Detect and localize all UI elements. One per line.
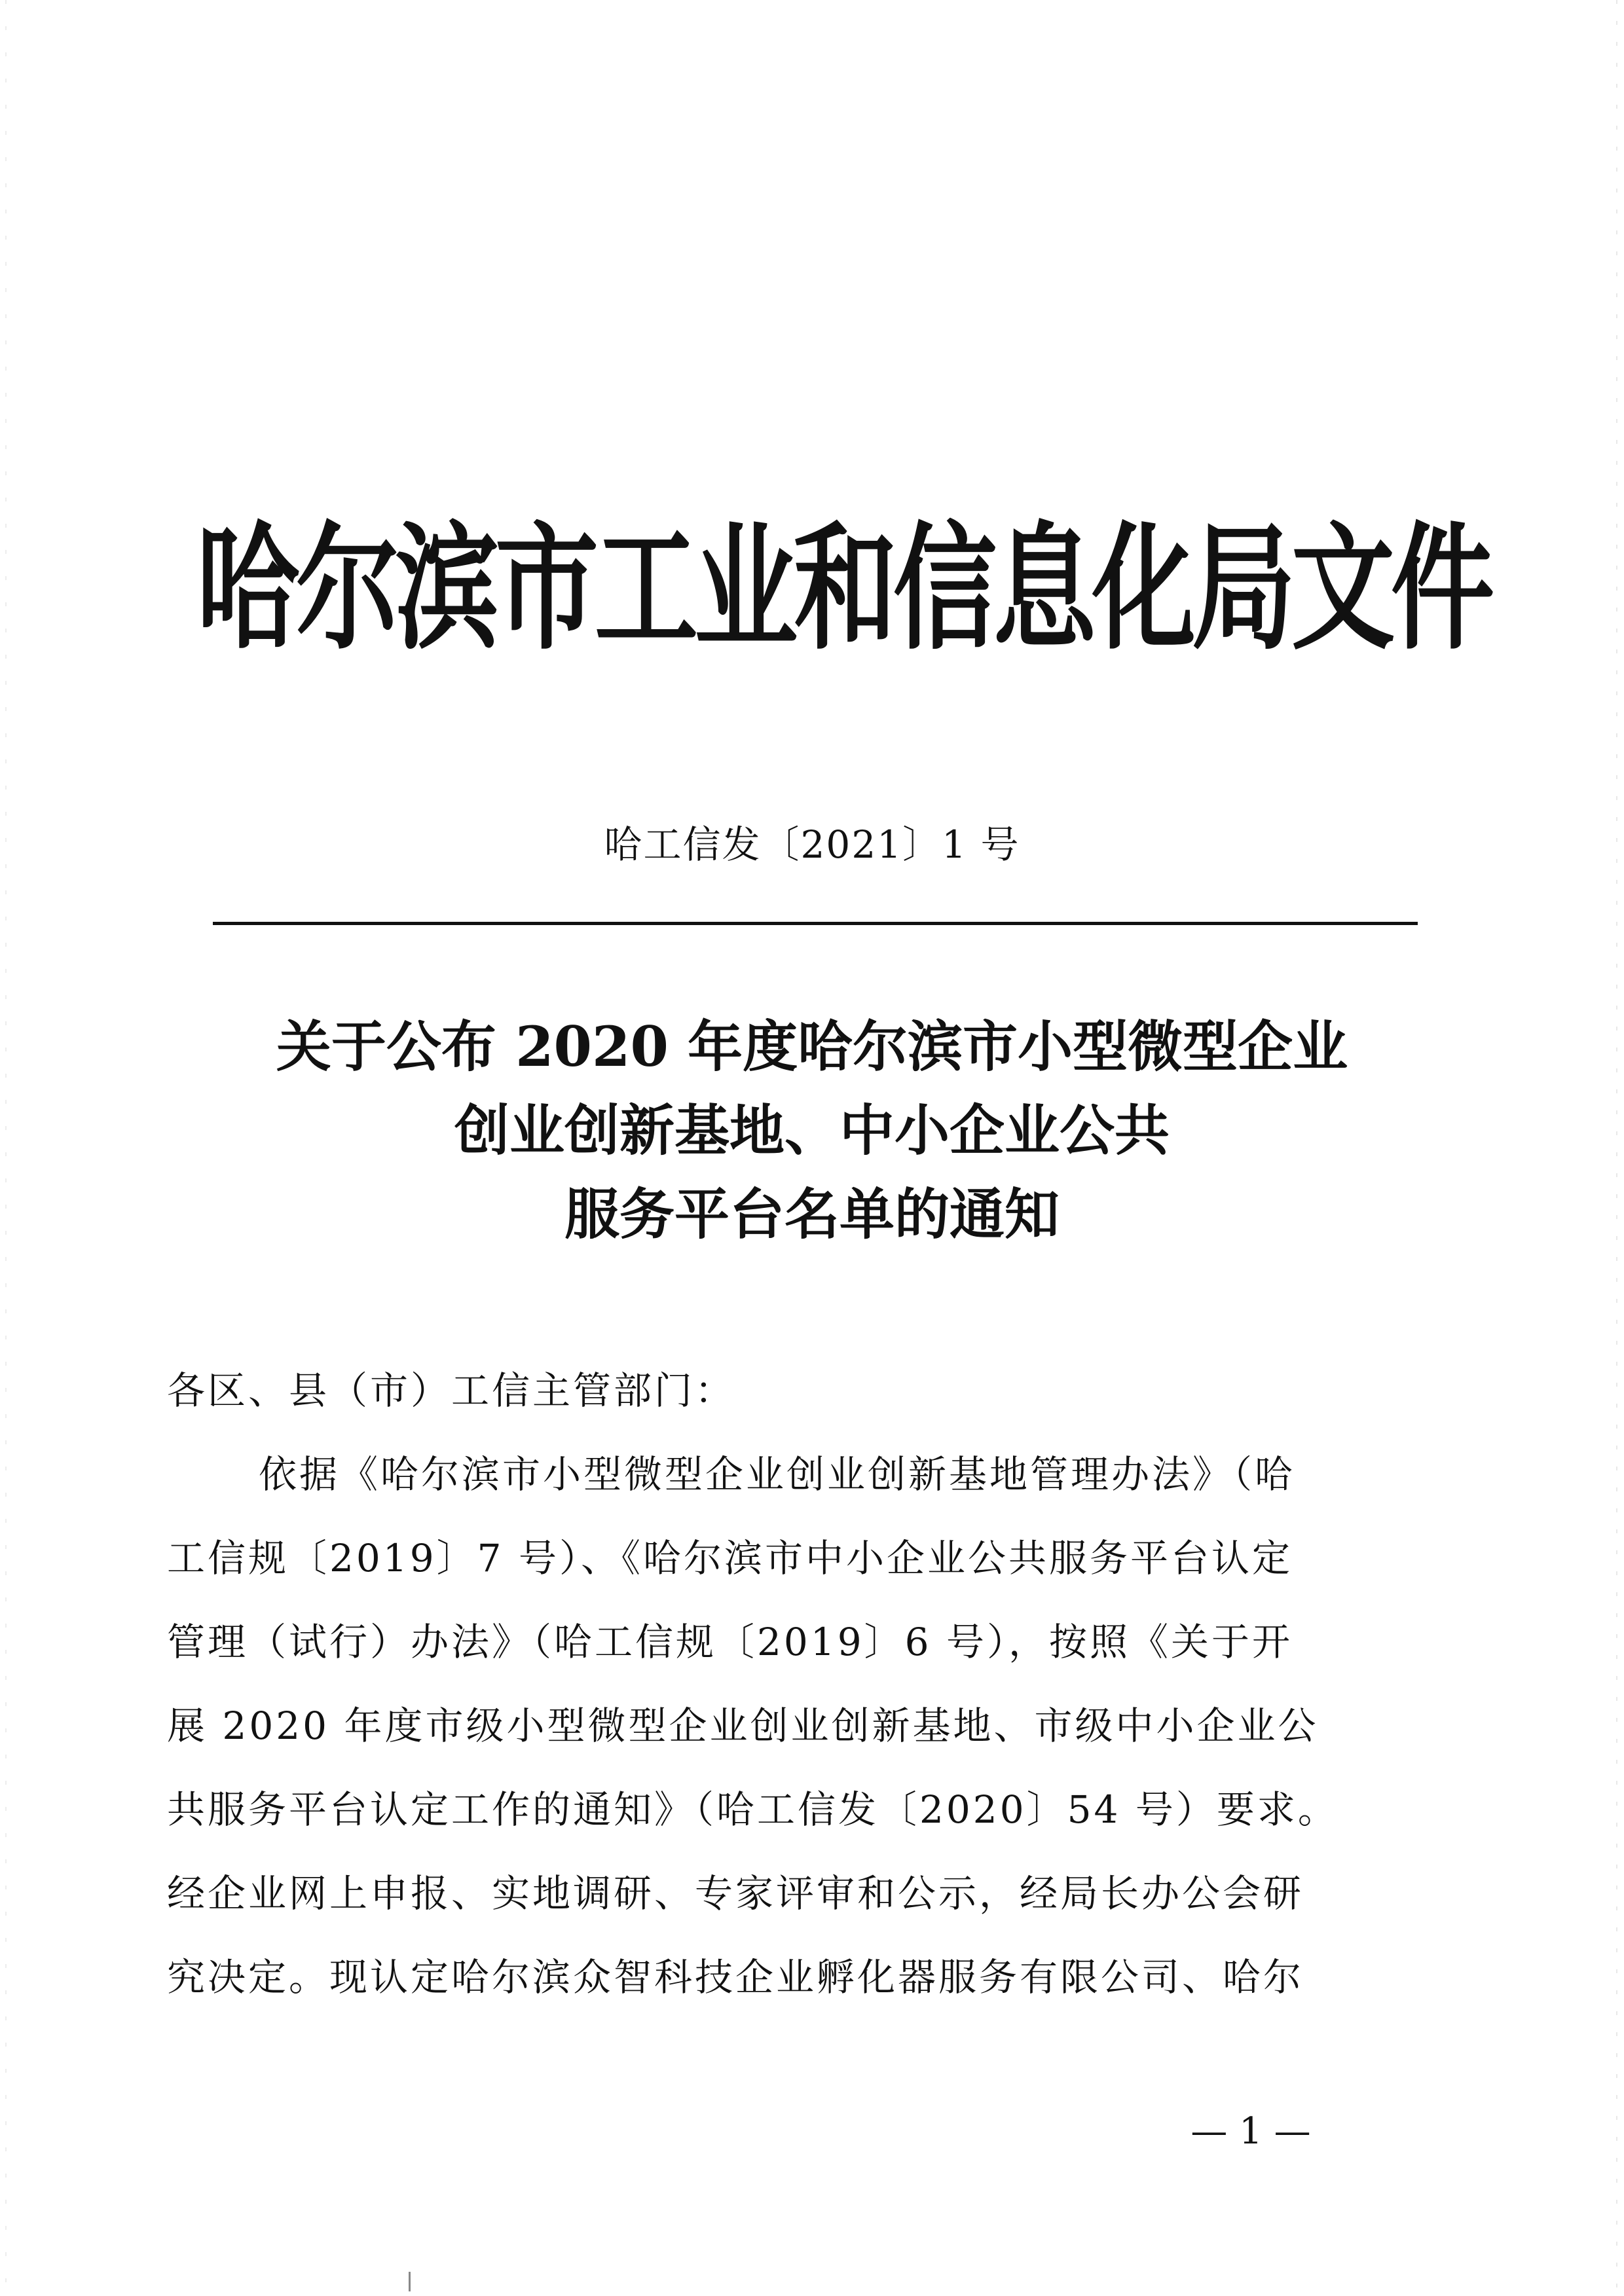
paragraph-line: 依据《哈尔滨市小型微型企业创业创新基地管理办法》（哈 xyxy=(259,1452,1296,1497)
title-line: 关于公布 2020 年度哈尔滨市小型微型企业 xyxy=(276,1014,1348,1079)
salutation: 各区、县（市）工信主管部门： xyxy=(167,1368,736,1413)
title-line: 服务平台名单的通知 xyxy=(564,1182,1060,1247)
title-line: 创业创新基地、中小企业公共 xyxy=(454,1098,1170,1163)
paragraph-line: 共服务平台认定工作的通知》（哈工信发〔2020〕54 号）要求。 xyxy=(167,1787,1338,1832)
paragraph-line: 究决定。现认定哈尔滨众智科技企业孵化器服务有限公司、哈尔 xyxy=(167,1955,1304,1999)
document-title xyxy=(0,1005,1624,1256)
separator-rule xyxy=(213,922,1418,925)
page-number: — 1 — xyxy=(1190,2110,1311,2153)
document-number: 哈工信发〔2021〕1 号 xyxy=(604,822,1020,867)
paragraph-line: 工信规〔2019〕7 号）、《哈尔滨市中小企业公共服务平台认定 xyxy=(167,1536,1293,1580)
paragraph-line: 展 2020 年度市级小型微型企业创业创新基地、市级中小企业公 xyxy=(167,1704,1319,1748)
letterhead-title: 哈尔滨市工业和信息化局文件 xyxy=(196,509,1490,669)
binding-mark xyxy=(409,2272,411,2291)
paragraph-line: 经企业网上申报、实地调研、专家评审和公示，经局长办公会研 xyxy=(167,1871,1304,1916)
document-body xyxy=(167,1349,1378,2019)
paragraph-line: 管理（试行）办法》（哈工信规〔2019〕6 号），按照《关于开 xyxy=(167,1620,1293,1664)
